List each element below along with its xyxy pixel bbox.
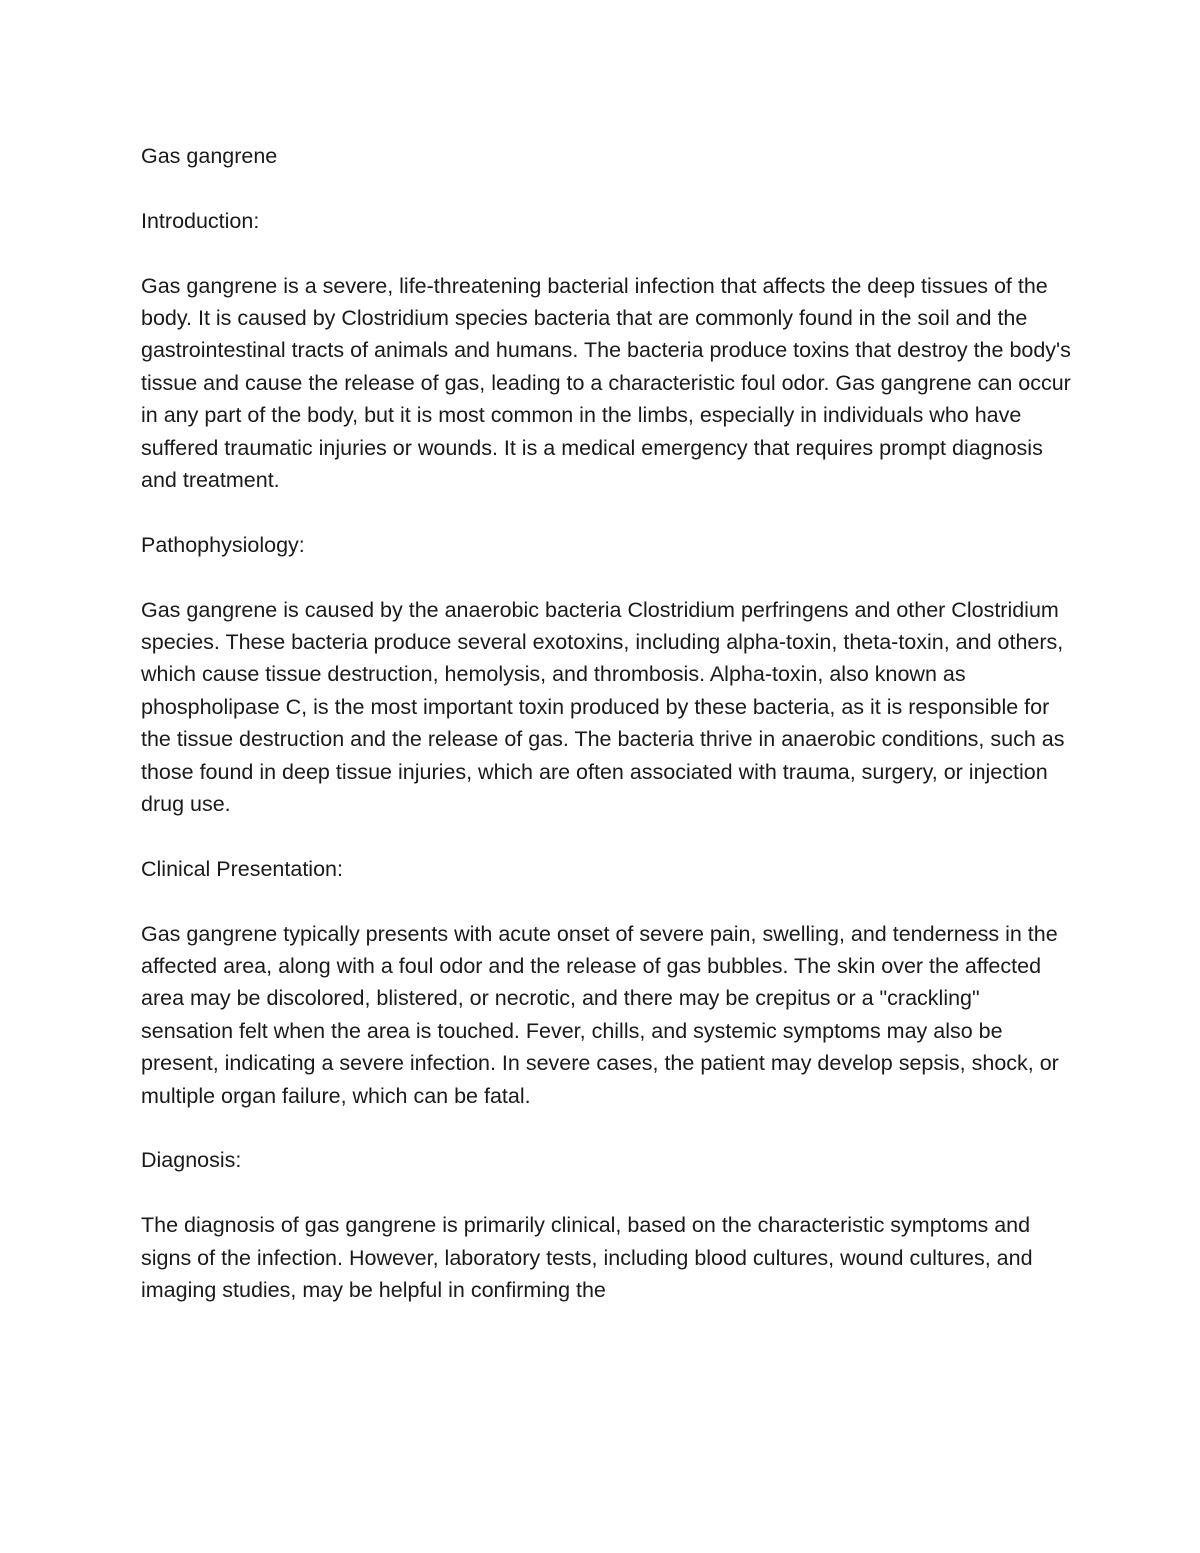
document-content — [141, 140, 1071, 1339]
section-heading-pathophysiology: Pathophysiology: — [141, 532, 305, 557]
section-body-pathophysiology: Gas gangrene is caused by the anaerobic bacteria Clostridium perfringens and other Clostridium species. These bacteria produce several exotoxins, including alpha-toxin, theta-toxin, and others, which cause tissue destruction, hemolysis, and thrombosis. Alpha-toxin, also known as phospholipase C, is the most important toxin produced by these bacteria, as it is responsible for the tissue destruction and the release of gas. The bacteria thrive in anaerobic conditions, such as those found in deep tissue injuries, which are often associated with trauma, surgery, or injection drug use. — [141, 597, 1065, 817]
document-title: Gas gangrene — [141, 144, 278, 168]
section-body-introduction: Gas gangrene is a severe, life-threatening bacterial infection that affects the deep tissues of the body. It is caused by Clostridium species bacteria that are commonly found in the soil and the gastrointestinal tracts of animals and humans. The bacteria produce toxins that destroy the body's tissue and cause the release of gas, leading to a characteristic foul odor. Gas gangrene can occur in any part of the body, but it is most common in the limbs, especially in individuals who have suffered traumatic injuries or wounds. It is a medical emergency that requires prompt diagnosis and treatment. — [141, 273, 1071, 493]
section-body-diagnosis: The diagnosis of gas gangrene is primarily clinical, based on the characteristic symptoms and signs of the infection. However, laboratory tests, including blood cultures, wound cultures, and imaging studies, may be helpful in confirming the — [141, 1213, 1033, 1303]
section-heading-clinical-presentation: Clinical Presentation: — [141, 856, 343, 881]
section-body-clinical-presentation: Gas gangrene typically presents with acute onset of severe pain, swelling, and tenderness in the affected area, along with a foul odor and the release of gas bubbles. The skin over the affected area may be discolored, blistered, or necrotic, and there may be crepitus or a "crackling" sensation felt when the area is touched. Fever, chills, and systemic symptoms may also be present, indicating a severe infection. In severe cases, the patient may develop sepsis, shock, or multiple organ failure, which can be fatal. — [141, 921, 1059, 1108]
section-heading-introduction: Introduction: — [141, 208, 260, 233]
section-heading-diagnosis: Diagnosis: — [141, 1148, 242, 1173]
